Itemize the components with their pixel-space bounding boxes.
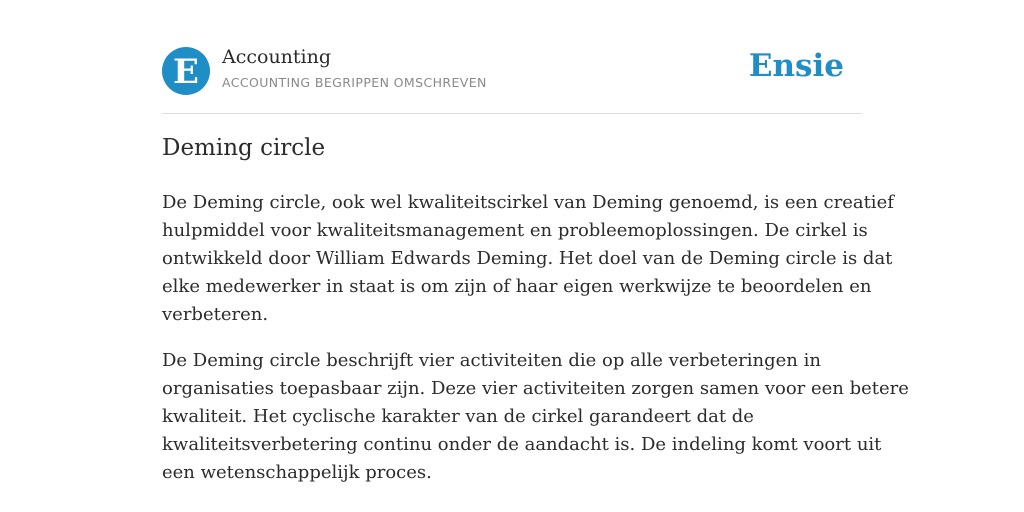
paragraph-line: organisaties toepasbaar zijn. Deze vier activiteiten zorgen samen voor een betere [162,378,909,399]
paragraph-line: De Deming circle, ook wel kwaliteitscirkel van Deming genoemd, is een creatief [162,192,894,213]
paragraph-line: De Deming circle beschrijft vier activiteiten die op alle verbeteringen in [162,350,821,371]
article-body [162,189,909,505]
paragraph-line: kwaliteitsverbetering continu onder de aandacht is. De indeling komt voort uit [162,434,882,455]
paragraph-2 [162,347,909,487]
logo-letter: E [173,52,199,92]
site-tagline: ACCOUNTING BEGRIPPEN OMSCHREVEN [222,75,487,90]
paragraph-line: verbeteren. [162,304,269,325]
site-logo-icon[interactable] [162,47,210,95]
paragraph-line: elke medewerker in staat is om zijn of haar eigen werkwijze te beoordelen en [162,276,872,297]
site-header [162,44,862,114]
paragraph-line: hulpmiddel voor kwaliteitsmanagement en probleemoplossingen. De cirkel is [162,220,868,241]
paragraph-line: kwaliteit. Het cyclische karakter van de cirkel garandeert dat de [162,406,754,427]
brand-logo-link[interactable]: Ensie [748,48,844,84]
site-name-link[interactable]: Accounting [222,46,332,68]
paragraph-line: ontwikkeld door William Edwards Deming. Het doel van de Deming circle is dat [162,248,893,269]
paragraph-1 [162,189,894,329]
logo-letter-graphic [162,47,210,95]
paragraph-line: een wetenschappelijk proces. [162,462,432,483]
page-title: Deming circle [162,135,326,161]
